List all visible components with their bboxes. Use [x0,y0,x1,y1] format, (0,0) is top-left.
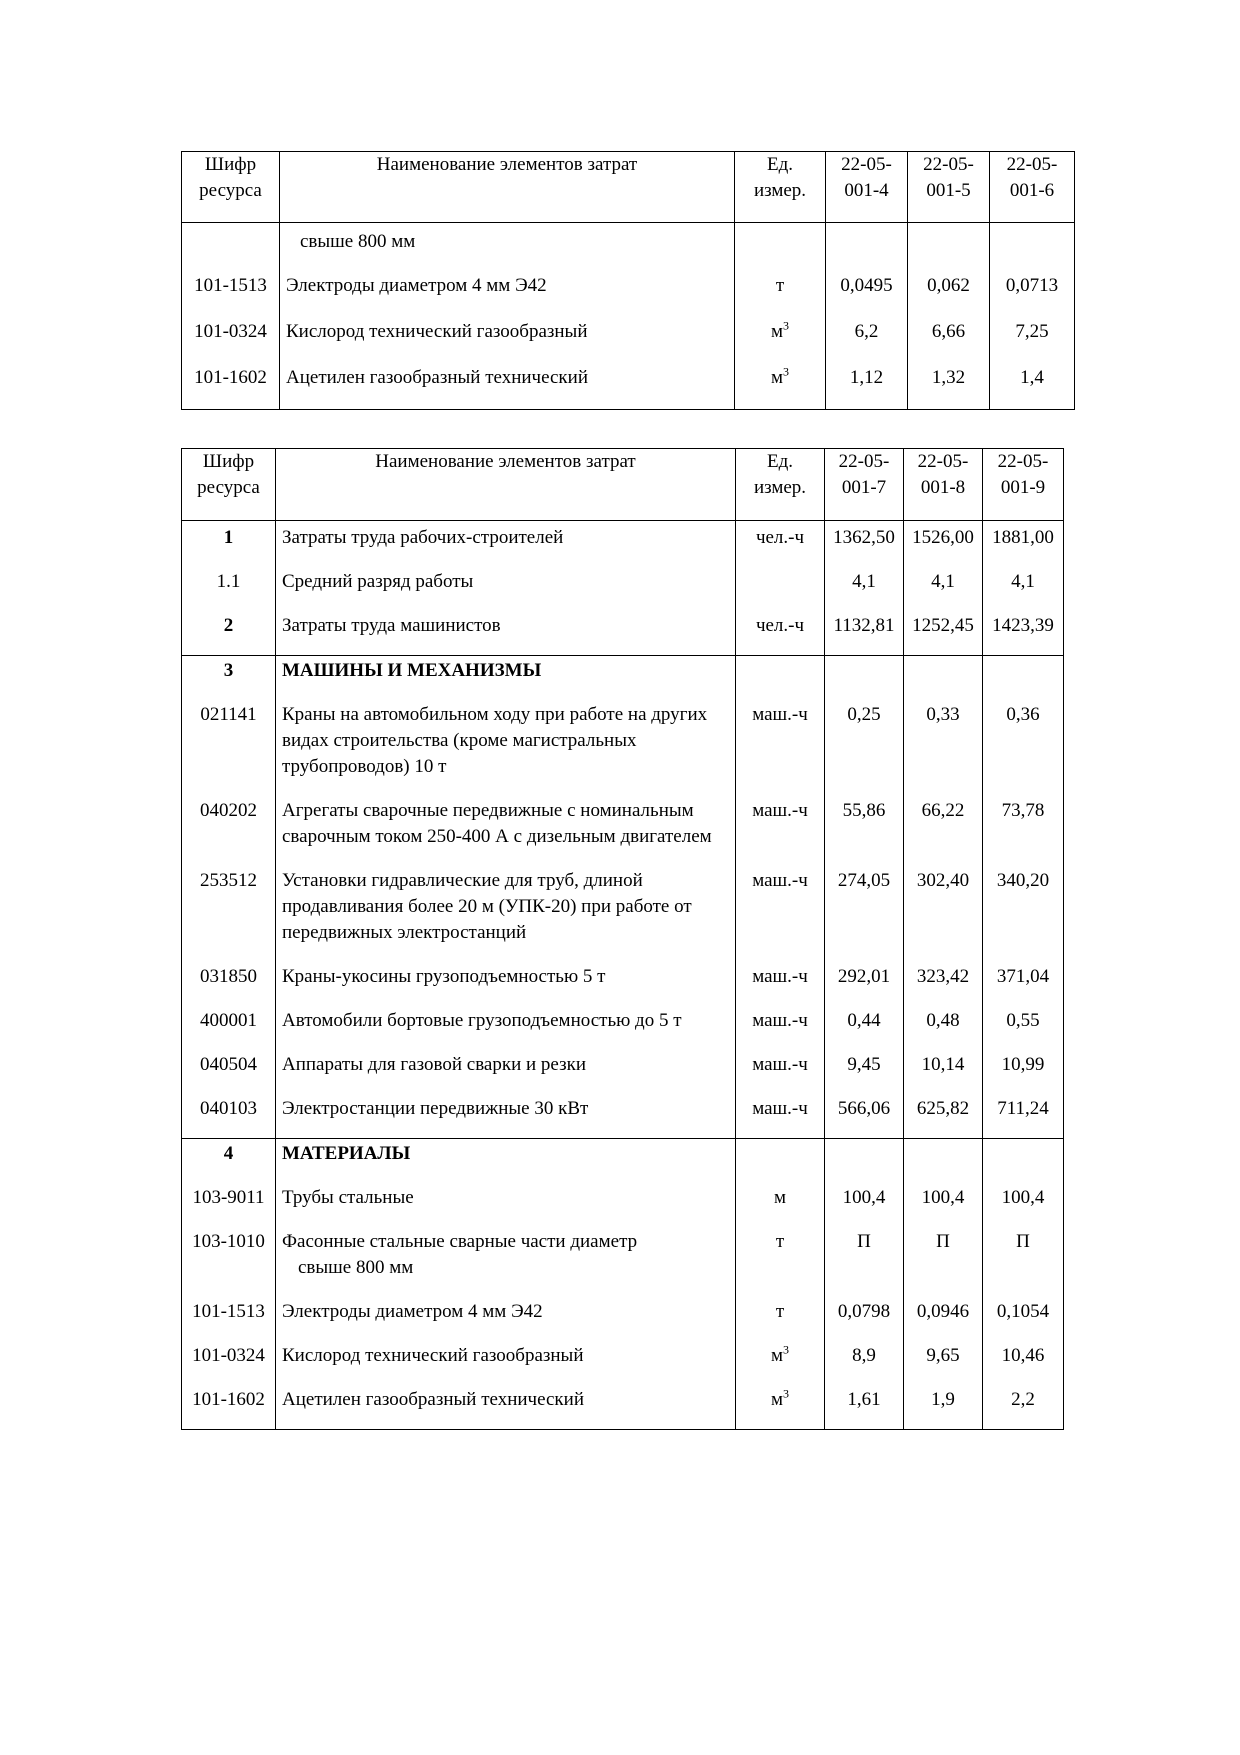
cell-value-3: 2,2 [983,1385,1064,1430]
cell-name: Ацетилен газообразный технический [280,363,735,410]
cell-unit: м [736,1183,825,1227]
header-col-3: 22-05-001-9 [983,449,1064,521]
cell-value-3: П [983,1227,1064,1297]
unit-superscript: 3 [783,364,790,379]
cell-value-2 [908,223,990,272]
cell-value-3: 1881,00 [983,521,1064,568]
table-header-row [182,152,1075,223]
cell-value-2: 1,32 [908,363,990,410]
header-col-3: 22-05-001-6 [990,152,1075,223]
cell-value-1: 55,86 [825,796,904,866]
cell-value-2: 1526,00 [904,521,983,568]
table-row [182,1006,1064,1050]
cell-unit: маш.-ч [736,866,825,962]
cell-value-3 [983,1139,1064,1184]
header-unit: Ед. измер. [735,152,826,223]
cell-unit: маш.-ч [736,962,825,1006]
cell-value-3: 1,4 [990,363,1075,410]
cell-code: 1 [182,521,276,568]
cell-unit [736,656,825,701]
section-title: МАШИНЫ И МЕХАНИЗМЫ [276,656,736,701]
cell-value-2 [904,656,983,701]
table-row [182,223,1075,272]
header-col-2: 22-05-001-5 [908,152,990,223]
cell-value-1 [825,656,904,701]
cell-code: 040103 [182,1094,276,1139]
cell-value-3: 0,36 [983,700,1064,796]
table-header-row [182,449,1064,521]
cell-value-2: 10,14 [904,1050,983,1094]
cell-value-2: 302,40 [904,866,983,962]
cell-code: 040504 [182,1050,276,1094]
table-row [182,611,1064,656]
table-row [182,1094,1064,1139]
cell-unit: чел.-ч [736,521,825,568]
cell-value-2: 0,33 [904,700,983,796]
cell-code: 101-1602 [182,363,280,410]
cell-value-1: 0,0495 [826,271,908,317]
cell-code: 253512 [182,866,276,962]
cell-value-3: 1423,39 [983,611,1064,656]
table-row [182,700,1064,796]
cell-value-1: 274,05 [825,866,904,962]
cell-unit: маш.-ч [736,1094,825,1139]
cell-code: 3 [182,656,276,701]
cell-code: 021141 [182,700,276,796]
cell-name: Краны-укосины грузоподъемностью 5 т [276,962,736,1006]
cell-name: Трубы стальные [276,1183,736,1227]
cell-value-1 [825,1139,904,1184]
unit-text: м [770,1389,784,1410]
header-col-1: 22-05-001-7 [825,449,904,521]
table-row [182,567,1064,611]
table-row [182,866,1064,962]
cell-value-3: 73,78 [983,796,1064,866]
cell-value-2: 4,1 [904,567,983,611]
cell-code: 101-1513 [182,271,280,317]
cell-code: 101-0324 [182,317,280,363]
cell-value-2: 9,65 [904,1341,983,1385]
cell-value-2: 323,42 [904,962,983,1006]
table-row [182,1297,1064,1341]
cell-unit: маш.-ч [736,796,825,866]
unit-superscript: 3 [783,1386,790,1401]
table-row [182,521,1064,568]
cell-code: 2 [182,611,276,656]
cell-code: 400001 [182,1006,276,1050]
name-line-2: свыше 800 мм [298,1257,414,1278]
cell-value-2: 0,062 [908,271,990,317]
unit-text: м [770,1345,784,1366]
cell-unit [735,363,826,410]
cell-code: 103-1010 [182,1227,276,1297]
cell-value-3 [990,223,1075,272]
table-row [182,1227,1064,1297]
table-row [182,271,1075,317]
cell-code: 4 [182,1139,276,1184]
cell-value-1: 1,12 [826,363,908,410]
cell-value-1: 1362,50 [825,521,904,568]
cell-name [276,1227,736,1297]
unit-superscript: 3 [783,1342,790,1357]
cell-value-1: 9,45 [825,1050,904,1094]
cell-value-3: 340,20 [983,866,1064,962]
cell-unit [735,223,826,272]
header-col-1: 22-05-001-4 [826,152,908,223]
section-row-machines [182,656,1064,701]
cell-unit [736,1385,825,1430]
cell-value-1: 0,25 [825,700,904,796]
cell-value-1: 0,44 [825,1006,904,1050]
cell-name: Электростанции передвижные 30 кВт [276,1094,736,1139]
cell-unit [736,1139,825,1184]
cell-code: 101-0324 [182,1341,276,1385]
cell-name: Агрегаты сварочные передвижные с номинальным сварочным током 250-400 А с дизельным двигателем [276,796,736,866]
cell-name: Средний разряд работы [276,567,736,611]
cell-value-1: 1132,81 [825,611,904,656]
cell-value-3: 100,4 [983,1183,1064,1227]
cell-value-2: 1252,45 [904,611,983,656]
table-row [182,1183,1064,1227]
cell-name: Электроды диаметром 4 мм Э42 [280,271,735,317]
cell-unit [736,1341,825,1385]
cell-value-3: 371,04 [983,962,1064,1006]
cell-value-1: 566,06 [825,1094,904,1139]
cell-name: свыше 800 мм [280,223,735,272]
cell-unit: т [736,1297,825,1341]
table-row [182,1341,1064,1385]
name-line-1: Фасонные стальные сварные части диаметр [282,1231,638,1252]
cell-value-2: 100,4 [904,1183,983,1227]
cell-name: Затраты труда машинистов [276,611,736,656]
cell-unit: маш.-ч [736,700,825,796]
cell-name: Затраты труда рабочих-строителей [276,521,736,568]
table-row [182,962,1064,1006]
header-code: Шифр ресурса [182,449,276,521]
cell-code: 1.1 [182,567,276,611]
cell-code: 101-1602 [182,1385,276,1430]
cell-value-1: 0,0798 [825,1297,904,1341]
header-unit: Ед. измер. [736,449,825,521]
header-code: Шифр ресурса [182,152,280,223]
cell-value-2: 625,82 [904,1094,983,1139]
cell-code: 101-1513 [182,1297,276,1341]
cell-value-1: 6,2 [826,317,908,363]
cell-value-3: 10,46 [983,1341,1064,1385]
cell-value-3: 711,24 [983,1094,1064,1139]
cell-value-2: П [904,1227,983,1297]
table-row [182,1050,1064,1094]
header-col-2: 22-05-001-8 [904,449,983,521]
cell-value-2: 0,0946 [904,1297,983,1341]
cell-value-1: 8,9 [825,1341,904,1385]
unit-superscript: 3 [783,318,790,333]
cell-value-3 [983,656,1064,701]
cell-name: Электроды диаметром 4 мм Э42 [276,1297,736,1341]
cell-value-1 [826,223,908,272]
unit-text: м [770,321,784,342]
cell-value-2 [904,1139,983,1184]
cell-code: 103-9011 [182,1183,276,1227]
resource-table-2 [181,448,1064,1430]
cell-name: Установки гидравлические для труб, длиной продавливания более 20 м (УПК-20) при работе от передвижных электростанций [276,866,736,962]
cell-value-1: 1,61 [825,1385,904,1430]
cell-name: Кислород технический газообразный [276,1341,736,1385]
cell-value-2: 66,22 [904,796,983,866]
cell-value-1: 4,1 [825,567,904,611]
cell-value-3: 0,1054 [983,1297,1064,1341]
cell-unit: маш.-ч [736,1006,825,1050]
cell-name: Аппараты для газовой сварки и резки [276,1050,736,1094]
cell-value-2: 1,9 [904,1385,983,1430]
cell-unit: т [736,1227,825,1297]
section-title: МАТЕРИАЛЫ [276,1139,736,1184]
cell-value-1: 100,4 [825,1183,904,1227]
cell-value-1: П [825,1227,904,1297]
cell-value-3: 7,25 [990,317,1075,363]
cell-value-3: 10,99 [983,1050,1064,1094]
section-row-materials [182,1139,1064,1184]
cell-value-1: 292,01 [825,962,904,1006]
cell-unit: т [735,271,826,317]
cell-name: Краны на автомобильном ходу при работе на других видах строительства (кроме магистральных трубопроводов) 10 т [276,700,736,796]
cell-name: Ацетилен газообразный технический [276,1385,736,1430]
header-name: Наименование элементов затрат [276,449,736,521]
cell-code [182,223,280,272]
table-row [182,1385,1064,1430]
resource-table-1 [181,151,1075,410]
cell-unit [735,317,826,363]
table-row [182,796,1064,866]
cell-value-2: 6,66 [908,317,990,363]
cell-unit [736,567,825,611]
cell-code: 031850 [182,962,276,1006]
unit-text: м [770,367,784,388]
cell-value-2: 0,48 [904,1006,983,1050]
table-row [182,317,1075,363]
table-row [182,363,1075,410]
cell-unit: чел.-ч [736,611,825,656]
cell-value-3: 0,55 [983,1006,1064,1050]
cell-name: Автомобили бортовые грузоподъемностью до 5 т [276,1006,736,1050]
cell-value-3: 0,0713 [990,271,1075,317]
cell-code: 040202 [182,796,276,866]
header-name: Наименование элементов затрат [280,152,735,223]
cell-name: Кислород технический газообразный [280,317,735,363]
cell-unit: маш.-ч [736,1050,825,1094]
cell-value-3: 4,1 [983,567,1064,611]
